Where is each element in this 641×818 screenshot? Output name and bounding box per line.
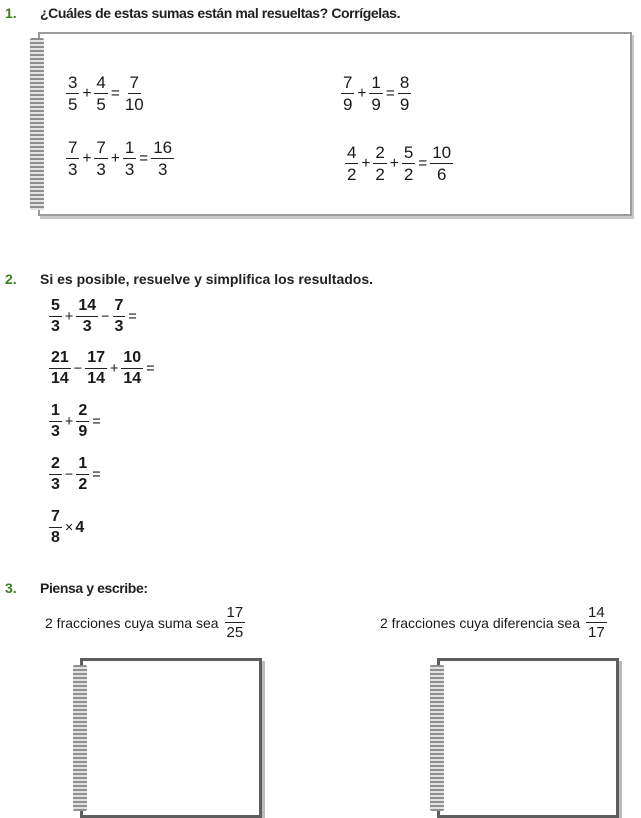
denominator: 3 — [51, 476, 60, 493]
numerator: 1 — [371, 73, 381, 92]
denominator: 3 — [96, 160, 106, 179]
question-3-number: 3. — [5, 580, 17, 596]
prompt-difference-label: 2 fracciones cuya diferencia sea — [380, 614, 580, 631]
numerator: 10 — [121, 350, 143, 369]
fraction — [345, 144, 358, 183]
operator: − — [101, 308, 110, 325]
denominator: 8 — [51, 529, 60, 546]
numerator: 14 — [588, 604, 605, 621]
fraction — [369, 74, 382, 113]
numerator: 14 — [76, 298, 98, 317]
fraction — [123, 139, 136, 178]
question-2-number: 2. — [5, 271, 17, 287]
denominator: 2 — [347, 165, 357, 184]
question-1-number: 1. — [5, 5, 17, 21]
numerator: 7 — [343, 73, 353, 92]
sum-1 — [65, 74, 147, 113]
answer-box-difference[interactable] — [437, 658, 619, 818]
fraction — [113, 298, 126, 335]
denominator: 14 — [123, 370, 142, 387]
fraction — [341, 74, 354, 113]
prompt-sum-label: 2 fracciones cuya suma sea — [45, 614, 219, 631]
sum-4 — [344, 144, 454, 183]
equals-sign: = — [92, 466, 101, 483]
fraction-result — [430, 144, 453, 183]
numerator: 17 — [85, 350, 107, 369]
denominator: 5 — [68, 95, 78, 114]
numerator: 16 — [153, 138, 173, 157]
times-sign: × — [64, 519, 74, 536]
operator: + — [82, 84, 92, 102]
numerator: 4 — [96, 73, 106, 92]
fraction — [85, 350, 107, 387]
operator: − — [73, 360, 83, 377]
question-1-text: ¿Cuáles de estas sumas están mal resueltas? Corrígelas. — [40, 5, 401, 21]
numerator: 2 — [76, 403, 89, 422]
expression-4 — [48, 456, 103, 493]
denominator: 3 — [124, 160, 135, 179]
numerator: 7 — [96, 138, 106, 157]
numerator: 5 — [403, 143, 414, 162]
equals-sign: = — [128, 308, 137, 325]
numerator: 1 — [124, 138, 135, 157]
fraction — [49, 298, 62, 335]
expression-3 — [48, 403, 103, 440]
fraction — [76, 456, 89, 493]
denominator: 3 — [114, 318, 124, 335]
fraction — [49, 456, 62, 493]
numerator: 5 — [49, 298, 62, 317]
fraction — [49, 509, 62, 546]
numerator: 1 — [49, 403, 62, 422]
numerator: 3 — [68, 73, 78, 92]
fraction-target — [586, 605, 607, 640]
denominator: 9 — [78, 423, 88, 440]
fraction — [121, 350, 143, 387]
fraction-result — [151, 139, 174, 178]
equals-sign: = — [418, 154, 428, 172]
numerator: 2 — [375, 143, 385, 162]
fraction — [66, 139, 79, 178]
numerator: 1 — [76, 456, 89, 475]
expression-2 — [48, 350, 157, 387]
numerator: 4 — [347, 143, 357, 162]
expression-1 — [48, 298, 139, 335]
denominator: 3 — [157, 160, 168, 179]
fraction — [373, 144, 386, 183]
equals-sign: = — [92, 413, 101, 430]
denominator: 2 — [403, 165, 414, 184]
operator: + — [389, 154, 399, 172]
question-2-text: Si es posible, resuelve y simplifica los resultados. — [40, 271, 374, 287]
denominator: 25 — [226, 624, 244, 641]
denominator: 3 — [82, 318, 92, 335]
numerator: 7 — [49, 509, 62, 528]
numerator: 17 — [226, 604, 244, 621]
prompt-sum — [45, 605, 246, 640]
spiral-binding — [30, 38, 44, 210]
denominator: 9 — [399, 95, 410, 114]
answer-box-sum[interactable] — [80, 658, 262, 818]
numerator: 7 — [68, 138, 78, 157]
fraction — [94, 74, 107, 113]
fraction-result — [398, 74, 411, 113]
numerator: 2 — [49, 456, 62, 475]
denominator: 14 — [51, 370, 69, 387]
denominator: 9 — [343, 95, 353, 114]
multiplier: 4 — [75, 518, 85, 536]
fraction — [49, 403, 62, 440]
operator: − — [64, 466, 74, 483]
denominator: 3 — [51, 318, 60, 335]
numerator: 7 — [129, 73, 139, 92]
numerator: 8 — [399, 73, 410, 92]
expression-5 — [48, 509, 84, 546]
denominator: 2 — [78, 476, 88, 493]
operator: + — [361, 154, 371, 172]
fraction — [76, 298, 98, 335]
denominator: 5 — [96, 95, 106, 114]
numerator: 10 — [432, 143, 452, 162]
fraction-result — [123, 74, 146, 113]
denominator: 10 — [124, 95, 144, 114]
numerator: 7 — [113, 298, 126, 317]
equals-sign: = — [110, 84, 120, 102]
operator: + — [64, 413, 74, 430]
numerator: 21 — [49, 350, 71, 369]
fraction — [66, 74, 79, 113]
spiral-binding — [430, 665, 444, 811]
operator: + — [82, 149, 92, 167]
question-3-text: Piensa y escribe: — [40, 580, 148, 596]
denominator: 6 — [436, 165, 447, 184]
operator: + — [64, 308, 74, 325]
denominator: 9 — [371, 95, 381, 114]
denominator: 14 — [87, 370, 105, 387]
notebook-box-q1 — [38, 32, 632, 216]
equals-sign: = — [385, 84, 395, 102]
fraction — [402, 144, 415, 183]
sum-3 — [65, 139, 175, 178]
denominator: 17 — [588, 624, 605, 641]
fraction — [76, 403, 89, 440]
fraction-target — [225, 605, 246, 640]
fraction — [49, 350, 71, 387]
operator: + — [357, 84, 367, 102]
spiral-binding — [73, 665, 87, 811]
operator: + — [110, 149, 120, 167]
equals-sign: = — [146, 360, 155, 377]
operator: + — [110, 360, 119, 377]
equals-sign: = — [139, 149, 149, 167]
denominator: 3 — [51, 423, 60, 440]
denominator: 2 — [375, 165, 385, 184]
fraction — [94, 139, 107, 178]
prompt-difference — [380, 605, 608, 640]
denominator: 3 — [68, 160, 78, 179]
sum-2 — [340, 74, 412, 113]
